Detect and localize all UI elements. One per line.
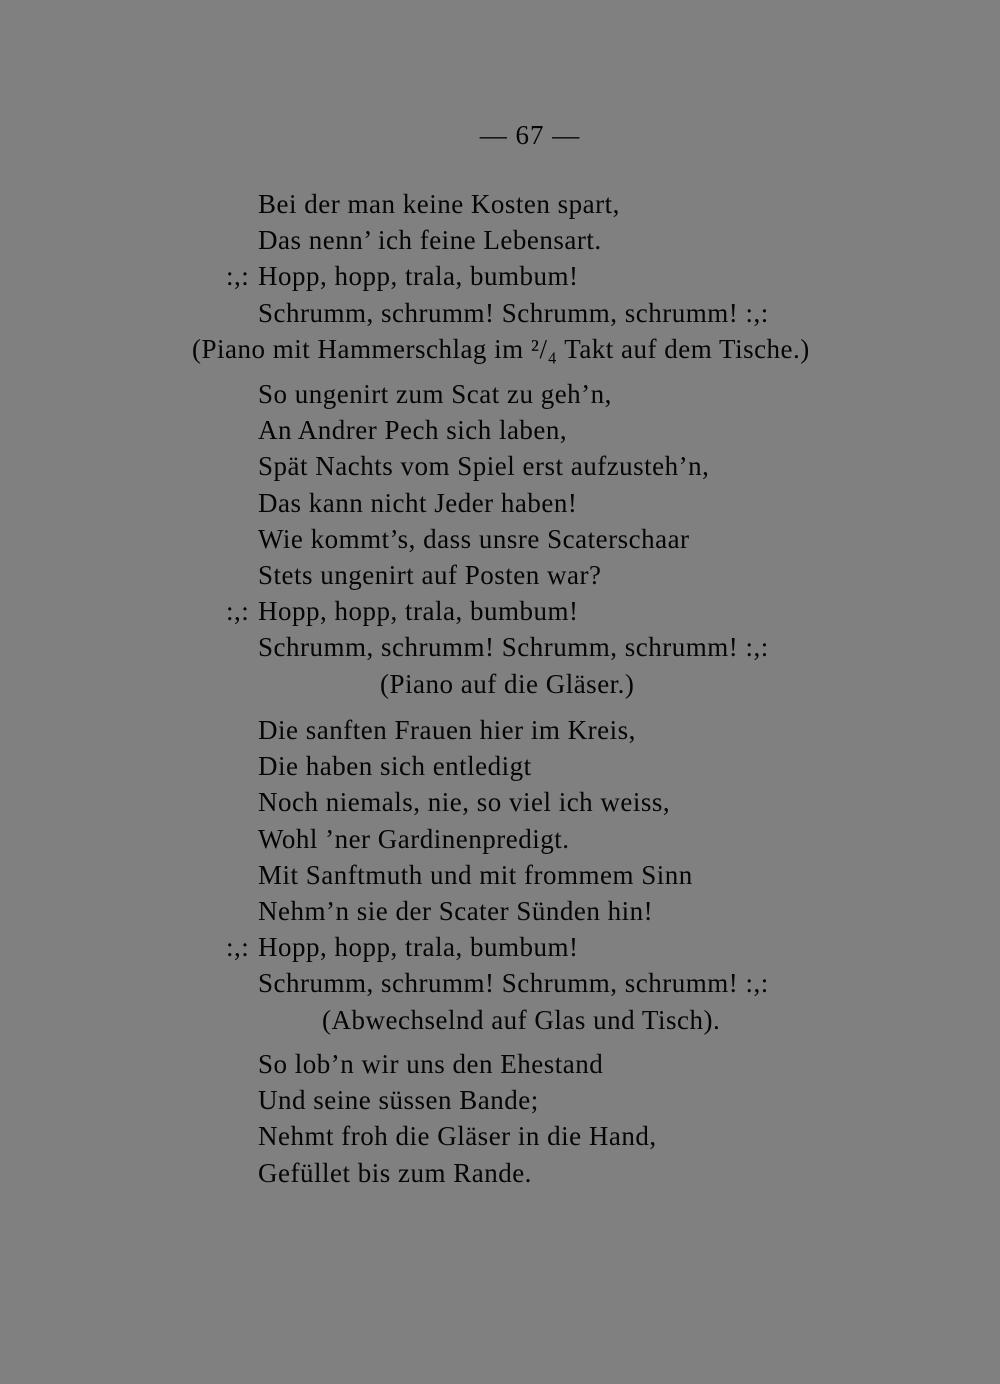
refrain-text: Hopp, hopp, trala, bumbum! — [258, 932, 579, 963]
refrain-text: Hopp, hopp, trala, bumbum! — [258, 261, 579, 292]
refrain-end-line: Schrumm, schrumm! Schrumm, schrumm! :,: — [258, 968, 769, 999]
verse-line: Wie kommt’s, dass unsre Scaterschaar — [258, 523, 690, 554]
verse-line: So ungenirt zum Scat zu geh’n, — [258, 379, 612, 409]
verse-line: Gefüllet bis zum Rande. — [258, 1157, 532, 1188]
refrain-end-line: Schrumm, schrumm! Schrumm, schrumm! :,: — [258, 297, 769, 328]
stage-direction: (Piano auf die Gläser.) — [380, 668, 635, 699]
repeat-mark: :,: — [226, 596, 250, 627]
verse-line: Stets ungenirt auf Posten war? — [258, 559, 602, 590]
verse-line: Das nenn’ ich feine Lebensart. — [258, 225, 602, 256]
verse-line: Die sanften Frauen hier im Kreis, — [258, 715, 636, 745]
refrain-line — [226, 593, 958, 629]
verse-line: So lob’n wir uns den Ehestand — [258, 1049, 604, 1079]
stage-direction: (Piano mit Hammerschlag im ²/₄ Takt auf dem Tische.) — [192, 333, 810, 364]
page-number: — 67 — — [479, 120, 581, 150]
verse-line: Nehm’n sie der Scater Sünden hin! — [258, 895, 654, 926]
refrain-line — [226, 258, 958, 294]
verse-line: Wohl ’ner Gardinenpredigt. — [258, 823, 570, 854]
verse-line: Die haben sich entledigt — [258, 751, 532, 782]
stanza — [258, 1046, 958, 1191]
stage-direction: (Abwechselnd auf Glas und Tisch). — [322, 1004, 721, 1035]
verse-line: Bei der man keine Kosten spart, — [258, 189, 620, 219]
verse-line: Noch niemals, nie, so viel ich weiss, — [258, 787, 671, 818]
verse-line: Spät Nachts vom Spiel erst aufzusteh’n, — [258, 451, 710, 482]
refrain-line — [226, 929, 958, 965]
repeat-mark: :,: — [226, 932, 250, 963]
verse-line: Mit Sanftmuth und mit frommem Sinn — [258, 859, 693, 890]
verse-line: Nehmt froh die Gläser in die Hand, — [258, 1121, 657, 1152]
verse-line: An Andrer Pech sich laben, — [258, 415, 568, 446]
verse-line: Das kann nicht Jeder haben! — [258, 487, 578, 518]
verse-line: Und seine süssen Bande; — [258, 1085, 539, 1116]
stanza — [192, 186, 958, 367]
stanza — [226, 376, 958, 702]
repeat-mark: :,: — [226, 261, 250, 292]
refrain-text: Hopp, hopp, trala, bumbum! — [258, 596, 579, 627]
refrain-end-line: Schrumm, schrumm! Schrumm, schrumm! :,: — [258, 632, 769, 663]
stanza — [226, 712, 958, 1038]
